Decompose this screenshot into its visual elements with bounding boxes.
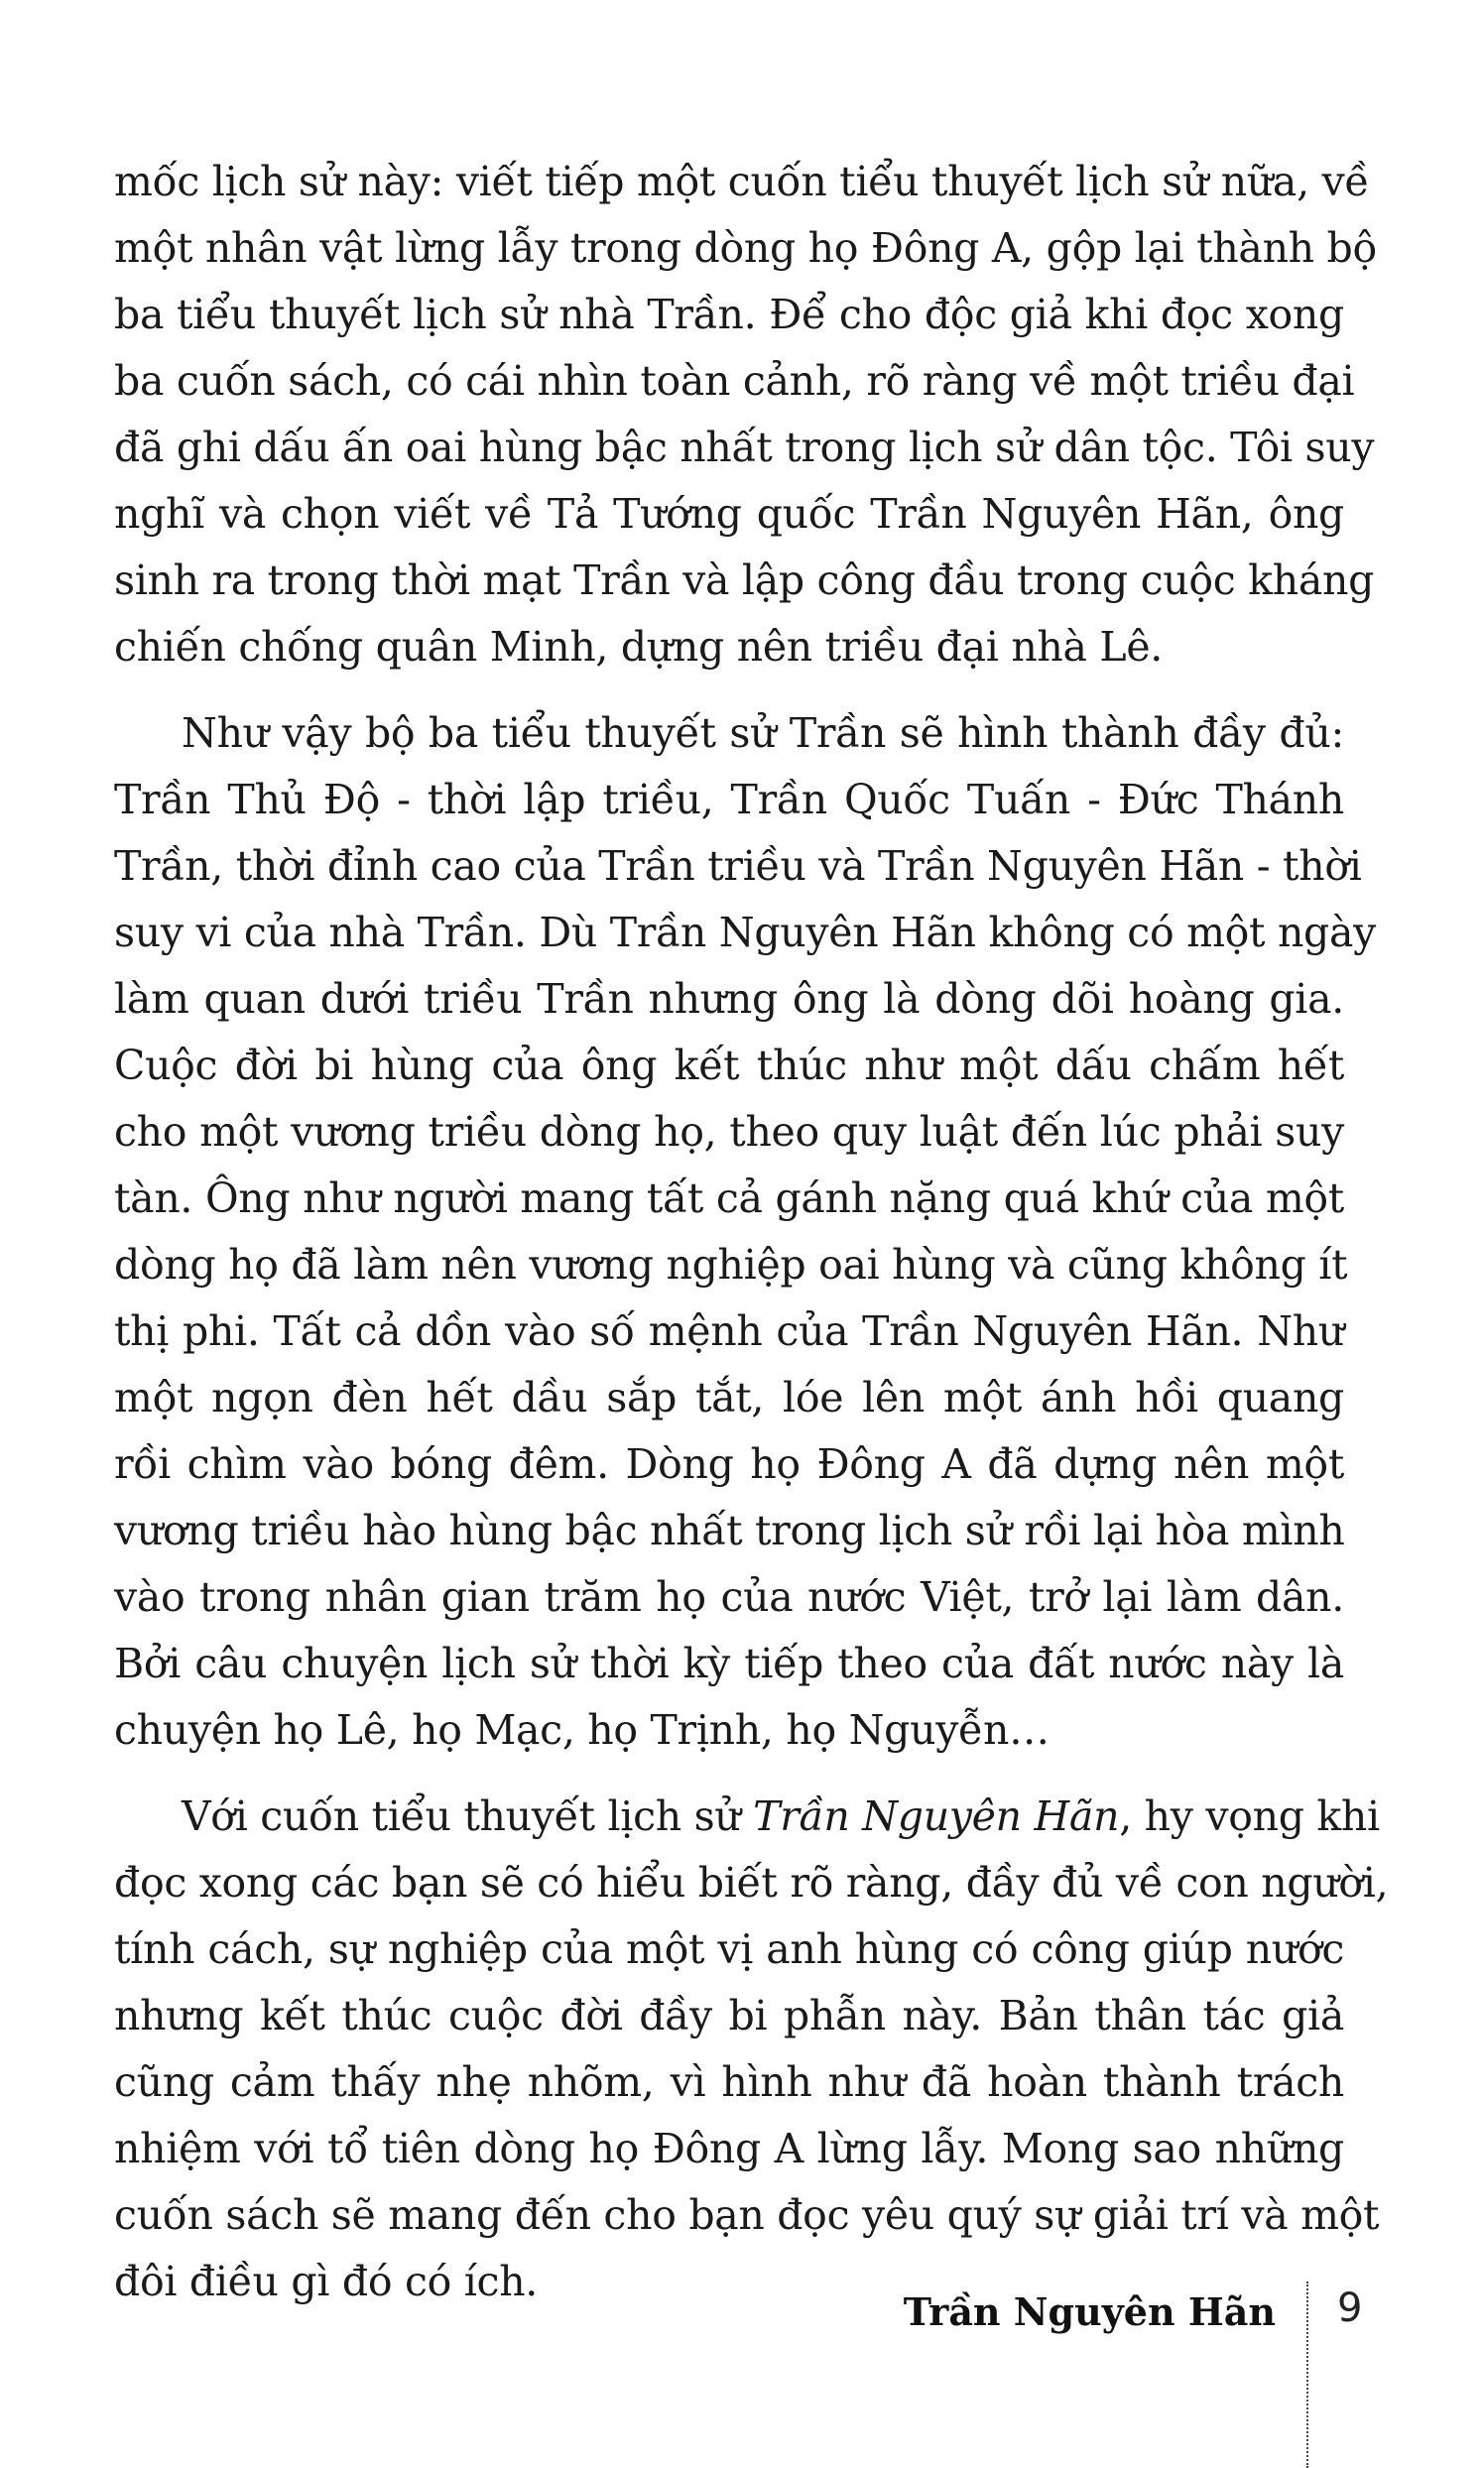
- text-line: rồi chìm vào bóng đêm. Dòng họ Đông A đã dựng nên một: [114, 1440, 1344, 1488]
- text-span: Với cuốn tiểu thuyết lịch sử: [182, 1792, 754, 1840]
- text-line: suy vi của nhà Trần. Dù Trần Nguyên Hãn không có một ngày: [114, 909, 1376, 956]
- text-line: Trần Thủ Độ - thời lập triều, Trần Quốc Tuấn - Đức Thánh: [114, 776, 1344, 823]
- text-line: sinh ra trong thời mạt Trần và lập công đầu trong cuộc kháng: [114, 556, 1375, 604]
- text-line: ba cuốn sách, có cái nhìn toàn cảnh, rõ ràng về một triều đại: [114, 357, 1355, 405]
- text-line: đã ghi dấu ấn oai hùng bậc nhất trong lịch sử dân tộc. Tôi suy: [114, 424, 1375, 471]
- page-number: 9: [1337, 2285, 1363, 2331]
- text-line: vương triều hào hùng bậc nhất trong lịch sử rồi lại hòa mình: [114, 1507, 1345, 1554]
- page-footer: [0, 2282, 1484, 2468]
- text-line: mốc lịch sử này: viết tiếp một cuốn tiểu thuyết lịch sử nữa, về: [114, 158, 1370, 205]
- text-line: đọc xong các bạn sẽ có hiểu biết rõ ràng, đầy đủ về con người,: [114, 1859, 1389, 1907]
- text-line: một nhân vật lừng lẫy trong dòng họ Đông A, gộp lại thành bộ: [114, 224, 1377, 272]
- text-line: cũng cảm thấy nhẹ nhõm, vì hình như đã hoàn thành trách: [114, 2058, 1344, 2106]
- text-line: nghĩ và chọn viết về Tả Tướng quốc Trần Nguyên Hãn, ông: [114, 490, 1344, 538]
- text-line: nhưng kết thúc cuộc đời đầy bi phẫn này. Bản thân tác giả: [114, 1992, 1344, 2039]
- text-line: ba tiểu thuyết lịch sử nhà Trần. Để cho độc giả khi đọc xong: [114, 291, 1344, 338]
- book-title-italic: Trần Nguyên Hãn: [753, 1792, 1120, 1840]
- text-line: tính cách, sự nghiệp của một vị anh hùng có công giúp nước: [114, 1925, 1344, 1973]
- text-line: vào trong nhân gian trăm họ của nước Việt, trở lại làm dân.: [114, 1573, 1344, 1621]
- text-line: cuốn sách sẽ mang đến cho bạn đọc yêu quý sự giải trí và một: [114, 2191, 1380, 2239]
- text-line: tàn. Ông như người mang tất cả gánh nặng quá khứ của một: [114, 1174, 1344, 1222]
- text-line: Như vậy bộ ba tiểu thuyết sử Trần sẽ hình thành đầy đủ:: [182, 709, 1344, 757]
- text-line: làm quan dưới triều Trần nhưng ông là dòng dõi hoàng gia.: [114, 975, 1344, 1023]
- text-line: chuyện họ Lê, họ Mạc, họ Trịnh, họ Nguyễn…: [114, 1706, 1050, 1754]
- paragraph-1: [114, 149, 1377, 680]
- text-span: , hy vọng khi: [1119, 1792, 1380, 1840]
- body-text: [114, 149, 1389, 2315]
- text-line: Cuộc đời bi hùng của ông kết thúc như một dấu chấm hết: [114, 1042, 1344, 1089]
- text-line: [114, 1784, 1380, 1850]
- paragraph-2: [114, 700, 1376, 1764]
- text-line: cho một vương triều dòng họ, theo quy luật đến lúc phải suy: [114, 1108, 1344, 1156]
- paragraph-3: [114, 1784, 1389, 2315]
- text-line: một ngọn đèn hết dầu sắp tắt, lóe lên một ánh hồi quang: [114, 1374, 1344, 1421]
- text-line: nhiệm với tổ tiên dòng họ Đông A lừng lẫy. Mong sao những: [114, 2125, 1344, 2172]
- text-line: dòng họ đã làm nên vương nghiệp oai hùng và cũng không ít: [114, 1241, 1348, 1289]
- running-title: Trần Nguyên Hãn: [903, 2289, 1276, 2334]
- footer-divider: [1306, 2282, 1308, 2468]
- text-line: Bởi câu chuyện lịch sử thời kỳ tiếp theo của đất nước này là: [114, 1640, 1344, 1687]
- text-line: thị phi. Tất cả dồn vào số mệnh của Trần Nguyên Hãn. Như: [114, 1307, 1344, 1355]
- text-line: chiến chống quân Minh, dựng nên triều đại nhà Lê.: [114, 623, 1164, 671]
- text-line: Trần, thời đỉnh cao của Trần triều và Trần Nguyên Hãn - thời: [114, 842, 1362, 890]
- text-line: đôi điều gì đó có ích.: [114, 2258, 539, 2305]
